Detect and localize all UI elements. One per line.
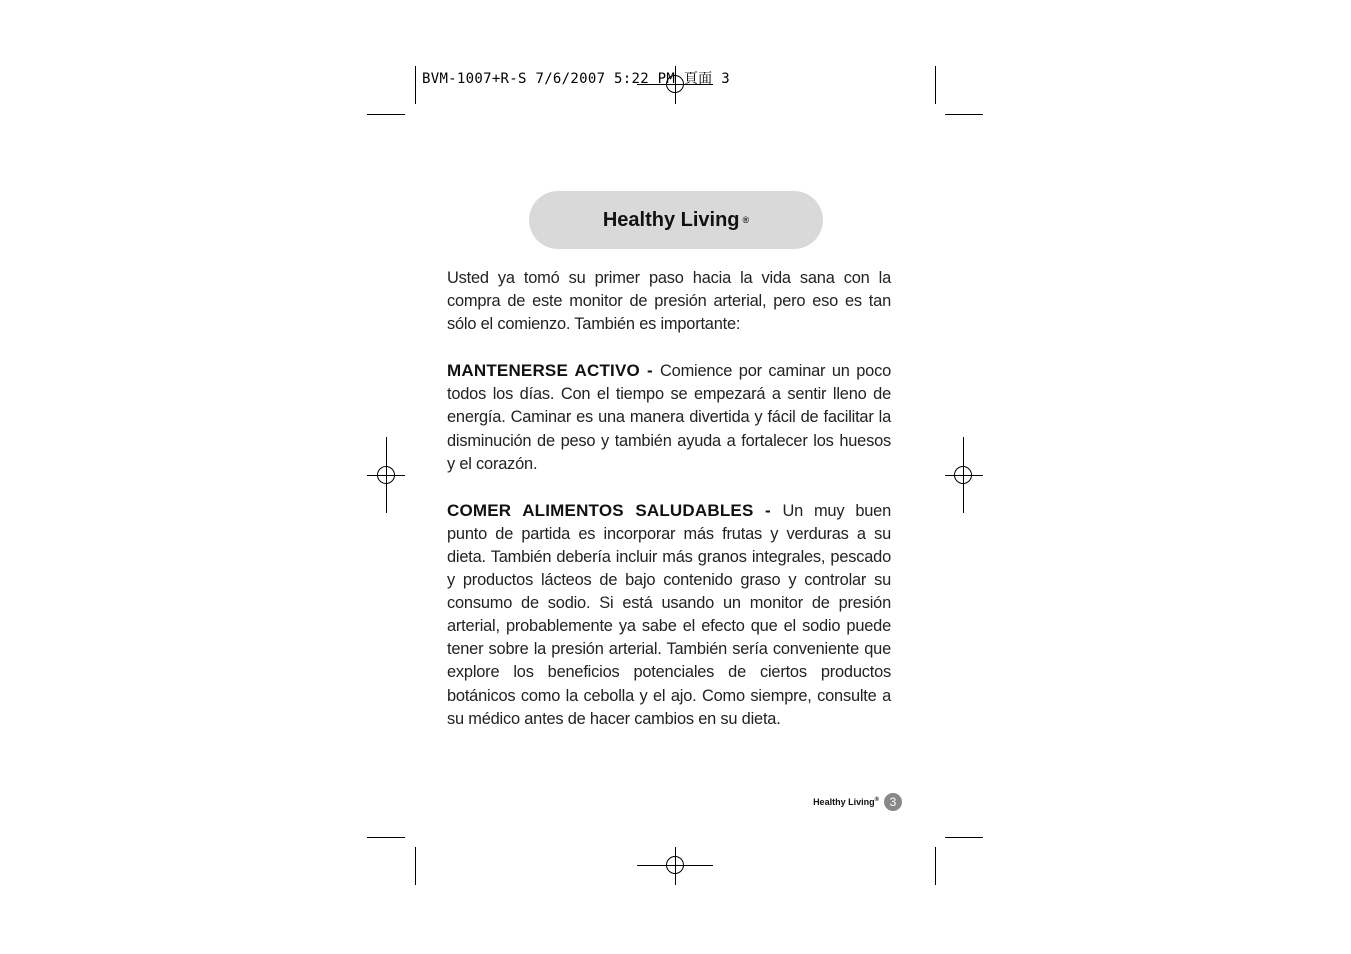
page-number: 3: [884, 793, 902, 811]
footer-brand-text: Healthy Living: [813, 797, 875, 807]
print-slug: BVM-1007+R-S 7/6/2007 5:22 PM 頁面 3: [422, 71, 730, 87]
section-heading: COMER ALIMENTOS SALUDABLES -: [447, 500, 783, 520]
crop-mark: [367, 114, 405, 115]
registered-mark: ®: [742, 215, 750, 225]
crop-mark: [945, 114, 983, 115]
crop-mark: [935, 847, 936, 885]
intro-paragraph: Usted ya tomó su primer paso hacia la vida sana con la compra de este monitor de presión arterial, pero eso es tan sólo el comienzo. También es importante:: [447, 269, 891, 334]
footer-brand: [813, 797, 879, 807]
section-text: Un muy buen punto de partida es incorporar más frutas y verduras a su dieta. También debería incluir más granos integrales, pescado y productos lácteos de bajo contenido graso y controlar su consumo de sodio. Si está usando un monitor de presión arterial, probablemente ya sabe el efecto que el sodio puede tener sobre la presión arterial. También sería conveniente que explore los beneficios potenciales de ciertos productos botánicos como la cebolla y el ajo. Como siempre, consulte a su médico antes de hacer cambios en su dieta.: [447, 501, 891, 728]
registration-circle: [954, 466, 972, 484]
footer-registered-mark: ®: [874, 797, 879, 803]
section-paragraph: [447, 359, 891, 475]
page-footer: [790, 793, 902, 811]
crop-mark: [935, 66, 936, 104]
page-title: Healthy Living: [602, 208, 740, 231]
body-text: [447, 267, 891, 754]
crop-mark: [415, 66, 416, 104]
section-heading: MANTENERSE ACTIVO -: [447, 361, 661, 381]
section-text: Comience por caminar un poco todos los días. Con el tiempo se empezará a sentir lleno de energía. Caminar es una manera divertida y fácil de facilitar la disminución de peso y también ayuda a fortalecer los huesos y el corazón.: [447, 362, 891, 473]
registration-circle: [666, 856, 684, 874]
page-title-banner: [529, 191, 823, 249]
crop-mark: [415, 847, 416, 885]
registration-circle: [377, 466, 395, 484]
crop-mark: [945, 837, 983, 838]
section-paragraph: [447, 499, 891, 731]
crop-mark: [367, 837, 405, 838]
